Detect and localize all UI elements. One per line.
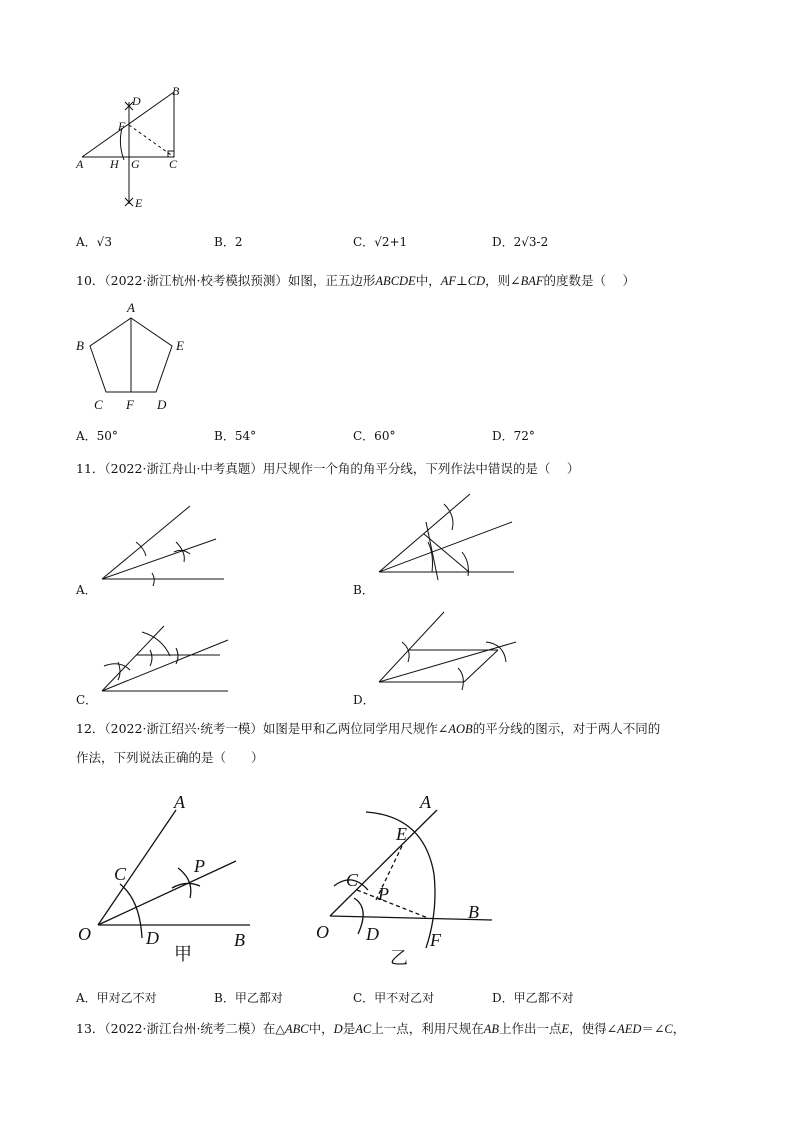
q10-label-c: C [94, 397, 103, 412]
q12-yi-label-a: A [420, 792, 431, 812]
q12-yi-label-f: F [430, 930, 441, 950]
q10-label-f: F [126, 397, 134, 412]
q12-stem-line2: 作法，下列说法正确的是（ ） [76, 750, 264, 765]
q11-figure-a [96, 500, 231, 590]
q9-label-b: B [172, 84, 180, 98]
q12-figure-yi [312, 788, 502, 968]
q12-stem-line1: 12．（2022·浙江绍兴·统考一模）如图是甲和乙两位同学用尺规作∠AOB的平分线的图示，对于两人不同的 [76, 721, 661, 736]
q9-option-d: D．2√3-2 [492, 235, 549, 249]
q12-yi-label-c: C [346, 870, 359, 890]
q9-label-f: F [118, 119, 126, 133]
q12-yi-label-e: E [396, 824, 407, 844]
q10-label-b: B [76, 338, 84, 353]
q9-label-d: D [132, 94, 141, 108]
q11-figure-d [374, 606, 524, 691]
q12-jia-label-o: O [78, 924, 91, 944]
q10-label-e: E [176, 338, 184, 353]
q12-figure-jia [74, 788, 264, 968]
q9-label-e: E [135, 196, 143, 210]
q10-option-d: D．72° [492, 429, 535, 443]
q10-label-d: D [157, 397, 167, 412]
q12-option-c: C．甲不对乙对 [353, 991, 435, 1005]
q12-jia-label-d: D [146, 928, 159, 948]
q11-figure-c [96, 620, 236, 700]
q12-yi-label-b: B [468, 902, 479, 922]
q12-jia-caption: 甲 [174, 944, 192, 964]
q11-label-c: C． [76, 693, 98, 707]
q12-jia-label-p: P [194, 856, 205, 876]
q11-label-a: A． [76, 583, 97, 597]
q12-jia-label-c: C [114, 864, 127, 884]
q9-label-a: A [76, 157, 84, 171]
q11-label-b: B． [353, 583, 374, 597]
q11-figure-b [374, 492, 519, 582]
q10-pentagon-figure [70, 298, 200, 413]
q10-label-a: A [127, 300, 135, 315]
q13-stem: 13．（2022·浙江台州·统考二模）在△ABC中，D是AC上一点，利用尺规在AB上作出一点E，使得∠AED＝∠C， [76, 1021, 686, 1036]
q12-jia-label-b: B [234, 930, 245, 950]
q9-option-b: B．2 [214, 235, 243, 249]
q12-yi-caption: 乙 [390, 948, 408, 968]
q9-label-h: H [110, 157, 119, 171]
q9-figure [70, 80, 200, 215]
q12-yi-label-o: O [316, 922, 329, 942]
q11-stem: 11．（2022·浙江舟山·中考真题）用尺规作一个角的角平分线，下列作法中错误的是（ ） [76, 461, 580, 476]
q12-yi-label-p: P [378, 884, 389, 904]
q9-label-c: C [169, 157, 178, 171]
q10-option-c: C．60° [353, 429, 396, 443]
q12-yi-label-d: D [366, 924, 379, 944]
q9-label-g: G [131, 157, 140, 171]
q10-stem: 10．（2022·浙江杭州·校考模拟预测）如图，正五边形ABCDE中，AF⊥CD，则∠BAF的度数是（ ） [76, 273, 636, 288]
q12-option-a: A．甲对乙不对 [76, 991, 157, 1005]
q10-option-b: B．54° [214, 429, 257, 443]
q10-option-a: A．50° [76, 429, 118, 443]
q9-option-a: A．√3 [76, 235, 112, 249]
q9-option-c: C．√2+1 [353, 235, 408, 249]
q12-option-d: D．甲乙都不对 [492, 991, 574, 1005]
q12-jia-label-a: A [174, 792, 185, 812]
q11-label-d: D． [353, 693, 375, 707]
q12-option-b: B．甲乙都对 [214, 991, 283, 1005]
